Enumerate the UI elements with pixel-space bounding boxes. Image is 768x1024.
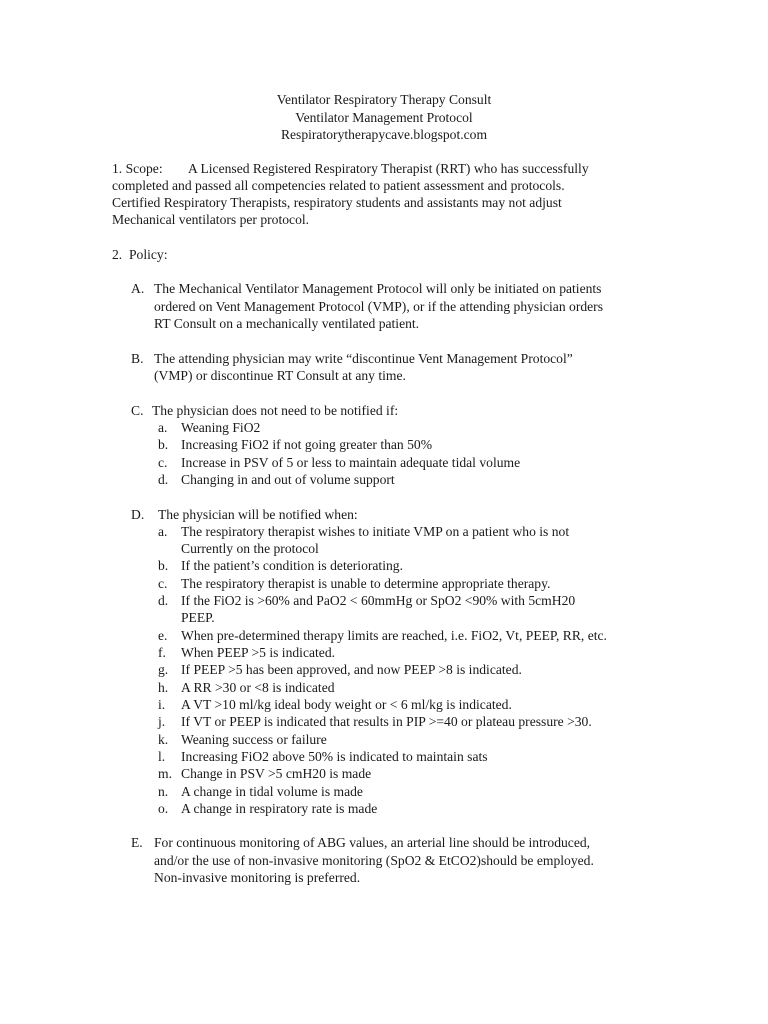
subitem-marker: a.: [158, 420, 168, 435]
subitem-text: Increasing FiO2 above 50% is indicated to maintain sats: [181, 749, 488, 764]
subitem-text: If the FiO2 is >60% and PaO2 < 60mmHg or SpO2 <90% with 5cmH20: [181, 593, 576, 608]
header-subtitle: Ventilator Management Protocol: [295, 109, 473, 125]
header-source: Respiratorytherapycave.blogspot.com: [280, 127, 488, 142]
subitem-text: Weaning FiO2: [181, 420, 261, 435]
subitem-text: A change in respiratory rate is made: [181, 801, 378, 816]
policy-item-line: The Mechanical Ventilator Management Protocol will only be initiated on patients: [154, 281, 602, 296]
subitem-marker: d.: [158, 472, 169, 487]
subitem-marker: c.: [158, 576, 168, 591]
subitem-text: Increase in PSV of 5 or less to maintain adequate tidal volume: [181, 455, 521, 470]
subitem-text: The respiratory therapist wishes to initiate VMP on a patient who is not: [181, 524, 570, 539]
scope-line: Mechanical ventilators per protocol.: [112, 212, 310, 227]
subitem-marker: n.: [158, 784, 169, 799]
scope-label: 1. Scope:: [112, 161, 163, 176]
policy-item-line: The physician does not need to be notified if:: [152, 403, 399, 418]
scope-line: Certified Respiratory Therapists, respiratory students and assistants may not adjust: [112, 195, 562, 210]
subitem-marker: f.: [158, 645, 166, 660]
subitem-text: A change in tidal volume is made: [181, 784, 363, 799]
subitem-text: Weaning success or failure: [181, 732, 327, 747]
policy-item-line: RT Consult on a mechanically ventilated patient.: [154, 316, 420, 331]
subitem-text: Change in PSV >5 cmH20 is made: [181, 766, 372, 781]
policy-item-line: For continuous monitoring of ABG values, an arterial line should be introduced,: [154, 835, 591, 850]
subitem-marker: c.: [158, 455, 168, 470]
subitem-marker: o.: [158, 801, 169, 816]
header-title: Ventilator Respiratory Therapy Consult: [276, 92, 492, 107]
subitem-marker: d.: [158, 593, 169, 608]
subitem-text: Changing in and out of volume support: [181, 472, 395, 487]
policy-item-marker: C.: [131, 403, 144, 418]
subitem-text: When pre-determined therapy limits are reached, i.e. FiO2, Vt, PEEP, RR, etc.: [181, 628, 607, 643]
subitem-text: When PEEP >5 is indicated.: [181, 645, 336, 660]
policy-label: 2. Policy:: [112, 247, 168, 262]
subitem-text: The respiratory therapist is unable to determine appropriate therapy.: [181, 576, 551, 591]
subitem-text: A VT >10 ml/kg ideal body weight or < 6 ml/kg is indicated.: [181, 697, 512, 712]
policy-item-marker: B.: [131, 351, 144, 366]
subitem-text: Currently on the protocol: [181, 541, 319, 556]
subitem-marker: m.: [158, 766, 172, 781]
subitem-marker: k.: [158, 732, 169, 747]
subitem-text: Increasing FiO2 if not going greater than 50%: [181, 437, 433, 452]
subitem-text: If VT or PEEP is indicated that results in PIP >=40 or plateau pressure >30.: [181, 714, 592, 729]
policy-item-marker: D.: [131, 507, 145, 522]
scope-line: A Licensed Registered Respiratory Therapist (RRT) who has successfully: [188, 161, 589, 176]
subitem-marker: b.: [158, 558, 169, 573]
subitem-marker: l.: [158, 749, 166, 764]
subitem-marker: h.: [158, 680, 169, 695]
subitem-marker: j.: [158, 714, 166, 729]
policy-item-line: The attending physician may write “discontinue Vent Management Protocol”: [154, 351, 573, 366]
scope-line: completed and passed all competencies related to patient assessment and protocols.: [112, 178, 565, 193]
subitem-text: PEEP.: [181, 610, 215, 625]
subitem-marker: g.: [158, 662, 169, 677]
subitem-text: If the patient’s condition is deteriorating.: [181, 558, 403, 573]
policy-item-line: ordered on Vent Management Protocol (VMP), or if the attending physician orders: [154, 299, 603, 314]
document-header: [0, 91, 768, 144]
policy-item-marker: A.: [131, 281, 145, 296]
subitem-text: A RR >30 or <8 is indicated: [181, 680, 335, 695]
policy-item-line: The physician will be notified when:: [158, 507, 358, 522]
policy-item-line: (VMP) or discontinue RT Consult at any time.: [154, 368, 406, 383]
subitem-marker: a.: [158, 524, 168, 539]
subitem-text: If PEEP >5 has been approved, and now PEEP >8 is indicated.: [181, 662, 522, 677]
policy-item-line: and/or the use of non-invasive monitoring (SpO2 & EtCO2)should be employed.: [154, 853, 594, 868]
subitem-marker: e.: [158, 628, 168, 643]
policy-item-marker: E.: [131, 835, 143, 850]
subitem-marker: b.: [158, 437, 169, 452]
subitem-marker: i.: [158, 697, 166, 712]
policy-item-line: Non-invasive monitoring is preferred.: [154, 870, 361, 885]
